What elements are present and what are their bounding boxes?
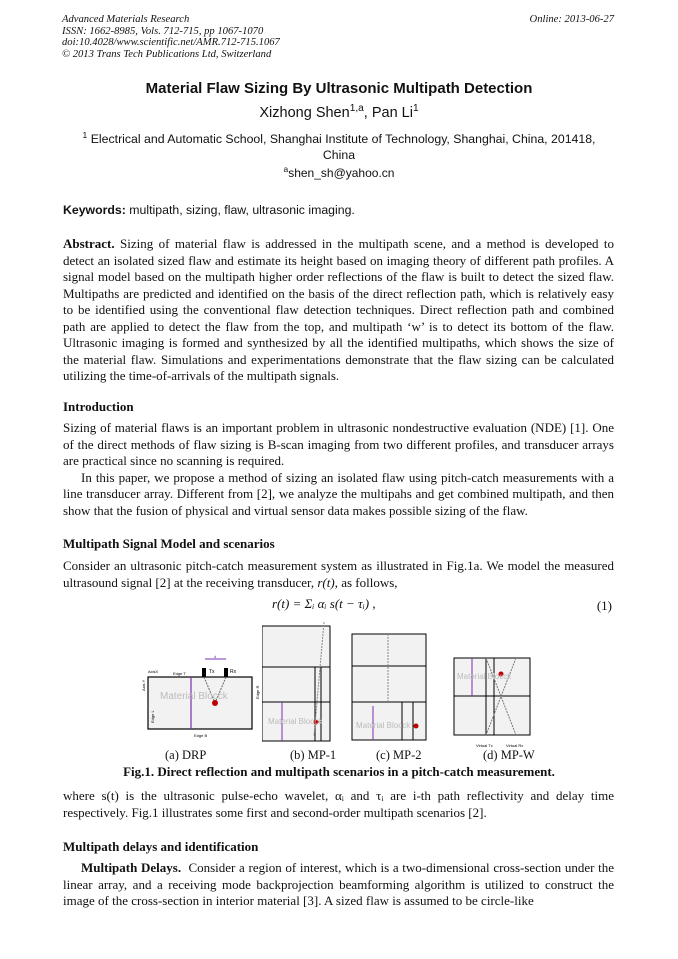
flaw-dot	[414, 724, 419, 729]
inline-math: r(t)	[317, 574, 335, 590]
online-date: Online: 2013-06-27	[529, 14, 614, 25]
equation: r(t) = Σᵢ αᵢ s(t − τᵢ) ,	[272, 596, 376, 611]
d-label: d	[214, 655, 217, 659]
rx-transducer	[224, 668, 228, 677]
keywords	[63, 203, 355, 217]
block-label: Material Blocck	[356, 721, 411, 730]
block-label: Material Blocck	[160, 691, 228, 702]
paper-title: Material Flaw Sizing By Ultrasonic Multipath Detection	[145, 80, 533, 97]
section-heading: Multipath delays and identification	[63, 839, 259, 854]
figure-b-mp1	[262, 620, 342, 745]
author-sup: 1	[412, 103, 419, 115]
journal-header	[62, 14, 280, 60]
journal-name: Advanced Materials Research	[62, 14, 190, 25]
section-heading: Multipath Signal Model and scenarios	[63, 536, 275, 551]
edge-t-label: Edge T	[173, 671, 186, 676]
author-name: Xizhong Shen	[259, 105, 350, 121]
figure-a-drp	[140, 655, 264, 740]
affiliation	[70, 131, 608, 163]
doi-link[interactable]: doi:10.4028/www.scientific.net/AMR.712-715.1067	[62, 37, 280, 49]
tx-label: Tx	[209, 669, 215, 675]
email-text[interactable]: shen_sh@yahoo.cn	[288, 166, 395, 180]
subcaption-a: (a) DRP	[165, 748, 207, 762]
introduction-body	[63, 420, 614, 519]
copyright: © 2013 Trans Tech Publications Ltd, Switzerland	[62, 48, 272, 60]
axis-y-label: Axis Y	[141, 679, 146, 691]
multipath-delays-body	[63, 860, 614, 910]
abstract-label: Abstract.	[63, 236, 115, 251]
abstract-text: Sizing of material flaw is addressed in the multipath scene, and a method is developed to detect an isolated sized flaw and estimate its height based on imaging theory of different path profiles. A signal model based on the multipath higher order reflections of the flaw is built to detect the sized flaw. Multipaths are predicted and identified on the basis of the direct reflection path, which is relatively easy to be identified using the conventional flaw detection techniques. Direct reflection path and combined path are applied to detect the flaw from the top, and multipath ‘w’ is to detect its bottom of the flaw. Ultrasonic imaging is formed and synthesized by all the identified multipaths, which shows the size of the material flaw. Simulations and experimentations demonstrate that the flaw sizing can be calculated utilizing the time-of-arrivals of the multipath signals.	[63, 236, 614, 383]
abstract	[63, 236, 614, 385]
subcaption-b: (b) MP-1	[290, 748, 337, 762]
issn: ISSN: 1662-8985, Vols. 712-715, pp 1067-1070	[62, 25, 264, 37]
virtual-rx-label: Virtual Rx	[506, 743, 524, 748]
axis-x-label: AxisX	[148, 669, 159, 674]
edge-b-label: Edge B	[194, 733, 208, 738]
paragraph: where s(t) is the ultrasonic pulse-echo wavelet, αᵢ and τᵢ are i-th path reflectivity and delay time respectively. Fig.1 illustrates some first and second-order multipath scenarios [2].	[63, 788, 614, 820]
author-sup: 1,a	[349, 103, 364, 115]
rx-label: Rx	[230, 669, 237, 675]
material-block	[148, 677, 252, 729]
paragraph: In this paper, we propose a method of sizing an isolated flaw using pitch-catch measurements with a line transducer array. Different from [2], we analyze the multipahs and get combined multipath, and then show that the fusion of physical and virtual sensor data makes possible sizing of the flaw.	[63, 469, 614, 518]
figure-d-mpw	[448, 650, 532, 748]
affil-sup: 1	[82, 129, 88, 140]
equation-number: (1)	[596, 598, 612, 613]
block-label: Material Blocck	[268, 717, 323, 726]
signal-model-body	[63, 558, 614, 591]
keywords-label: Keywords:	[63, 203, 126, 217]
section-heading: Introduction	[63, 399, 134, 414]
email	[0, 166, 678, 180]
edge-r-label: Edge R	[255, 685, 260, 699]
author-name: Pan Li	[371, 105, 413, 121]
subcaption-c: (c) MP-2	[376, 748, 422, 762]
block-label: Material Blocck	[457, 672, 512, 681]
keywords-text: multipath, sizing, flaw, ultrasonic imaging.	[129, 203, 355, 217]
edge-l-label: Edge L	[150, 710, 155, 723]
affil-text: Electrical and Automatic School, Shanghai Institute of Technology, Shanghai, China, 201418, China	[90, 132, 596, 162]
virtual-tx-label: Virtual Tx	[476, 743, 493, 748]
email-sup: a	[283, 164, 289, 174]
figure-caption: Fig.1. Direct reflection and multipath scenarios in a pitch-catch measurement.	[123, 764, 555, 779]
authors: Xizhong Shen$^{1,a}$, Pan Li$^1$	[259, 103, 419, 121]
tx-transducer	[202, 668, 206, 677]
paragraph: Consider a region of interest, which is a two-dimensional cross-section under the linear array, and a receiving mode backprojection beamforming algorithm is utilized to construct the image of the cross-section in interior material [3]. A sized flaw is assumed to be circle-like	[63, 860, 615, 908]
figure-c-mp2	[350, 630, 430, 745]
paragraph: Consider an ultrasonic pitch-catch measurement system as illustrated in Fig.1a. We model the measured ultrasound signal [2] at the receiving transducer,	[63, 558, 614, 590]
subsection-label: Multipath Delays.	[81, 860, 182, 875]
paragraph: Sizing of material flaws is an important problem in ultrasonic nondestructive evaluation (NDE) [1]. One of the direct methods of flaw sizing is B-scan imaging from two different profiles, and transducer arrays are practical since no scanning is required.	[63, 420, 614, 468]
paragraph-end: , as follows,	[334, 574, 398, 590]
subcaption-d: (d) MP-W	[483, 748, 535, 762]
